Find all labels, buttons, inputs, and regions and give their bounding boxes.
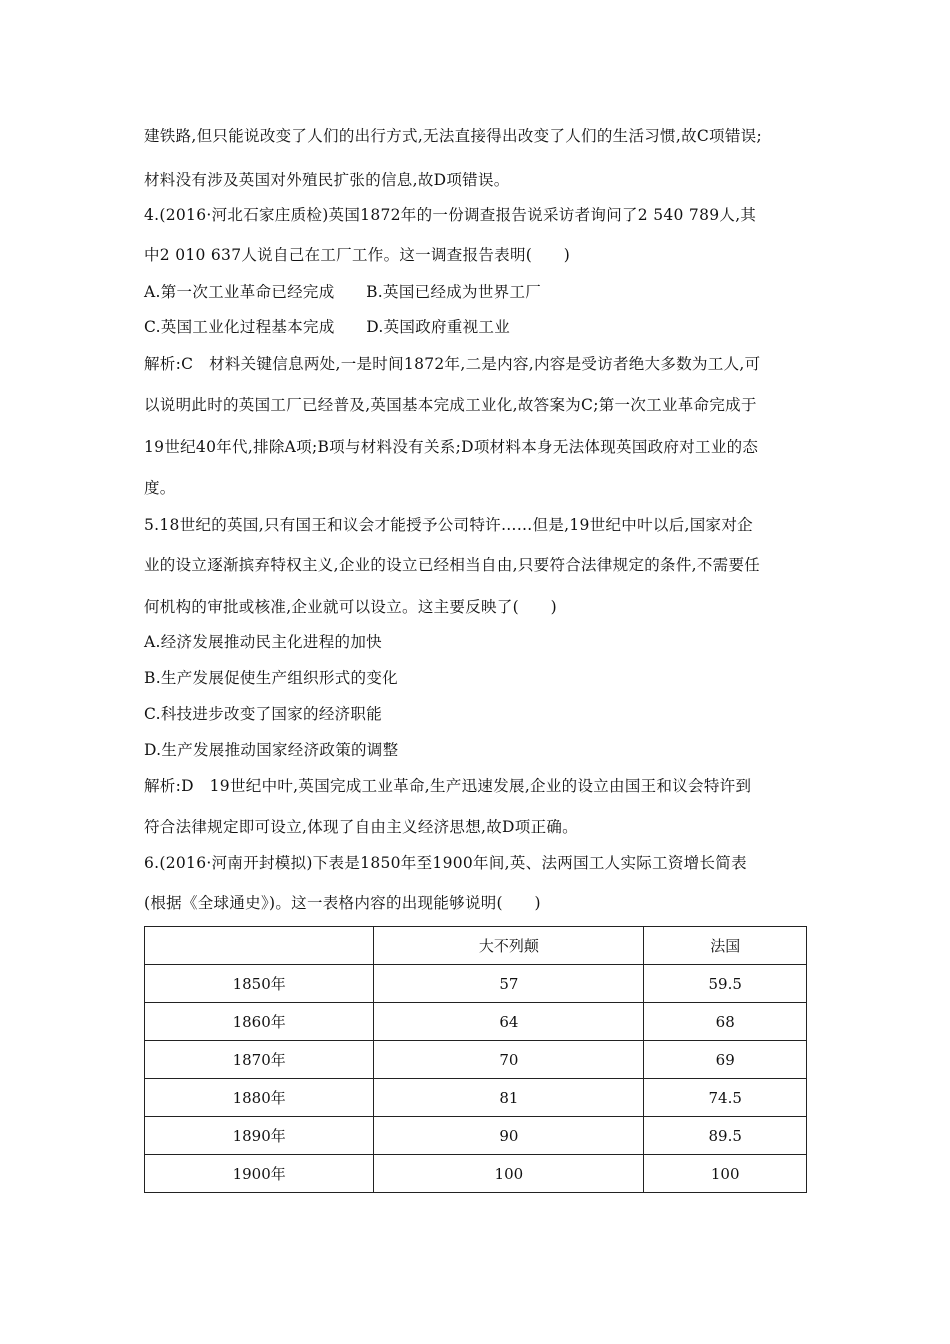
- wage-growth-table: [144, 926, 807, 1193]
- question-4-analysis: 度。: [144, 479, 176, 497]
- question-4-analysis: 19世纪40年代,排除A项;B项与材料没有关系;D项材料本身无法体现英国政府对工业的态: [144, 438, 759, 456]
- question-6-stem: (根据《全球通史》)。这一表格内容的出现能够说明( ): [144, 894, 541, 912]
- table-cell: 1860年: [145, 1003, 374, 1041]
- table-row: [145, 1155, 807, 1193]
- table-row: [145, 1117, 807, 1155]
- question-6-stem: 6.(2016·河南开封模拟)下表是1850年至1900年间,英、法两国工人实际工资增长简表: [144, 854, 747, 872]
- question-5-option-b: B.生产发展促使生产组织形式的变化: [144, 669, 398, 687]
- table-cell: 68: [644, 1003, 807, 1041]
- question-5-stem: 何机构的审批或核准,企业就可以设立。这主要反映了( ): [144, 598, 557, 616]
- table-row: [145, 965, 807, 1003]
- table-row: [145, 1003, 807, 1041]
- table-cell: 100: [374, 1155, 644, 1193]
- table-header-cell: [145, 927, 374, 965]
- question-5-stem: 5.18世纪的英国,只有国王和议会才能授予公司特许……但是,19世纪中叶以后,国家对企: [144, 516, 753, 534]
- question-5-analysis: 符合法律规定即可设立,体现了自由主义经济思想,故D项正确。: [144, 818, 578, 836]
- table-cell: 59.5: [644, 965, 807, 1003]
- table-cell: 57: [374, 965, 644, 1003]
- table-cell: 1870年: [145, 1041, 374, 1079]
- table-cell: 64: [374, 1003, 644, 1041]
- table-header-row: [145, 927, 807, 965]
- table-row: [145, 1079, 807, 1117]
- question-4-analysis: 以说明此时的英国工厂已经普及,英国基本完成工业化,故答案为C;第一次工业革命完成于: [144, 396, 757, 414]
- question-4-stem: 4.(2016·河北石家庄质检)英国1872年的一份调查报告说采访者询问了2 540 789人,其: [144, 206, 757, 224]
- table-header-cell: 法国: [644, 927, 807, 965]
- question-4-options-cd: C.英国工业化过程基本完成 D.英国政府重视工业: [144, 318, 511, 336]
- question-4-analysis: 解析:C 材料关键信息两处,一是时间1872年,二是内容,内容是受访者绝大多数为工人,可: [144, 355, 761, 373]
- table-row: [145, 1041, 807, 1079]
- table-cell: 90: [374, 1117, 644, 1155]
- table-cell: 1890年: [145, 1117, 374, 1155]
- text-line: 建铁路,但只能说改变了人们的出行方式,无法直接得出改变了人们的生活习惯,故C项错误;: [144, 127, 762, 145]
- table-cell: 69: [644, 1041, 807, 1079]
- question-5-option-d: D.生产发展推动国家经济政策的调整: [144, 741, 399, 759]
- text-line: 材料没有涉及英国对外殖民扩张的信息,故D项错误。: [144, 171, 510, 189]
- table-header-cell: 大不列颠: [374, 927, 644, 965]
- question-5-stem: 业的设立逐渐摈弃特权主义,企业的设立已经相当自由,只要符合法律规定的条件,不需要任: [144, 556, 761, 574]
- question-4-options-ab: A.第一次工业革命已经完成 B.英国已经成为世界工厂: [144, 283, 542, 301]
- table-cell: 100: [644, 1155, 807, 1193]
- table-cell: 74.5: [644, 1079, 807, 1117]
- question-5-analysis: 解析:D 19世纪中叶,英国完成工业革命,生产迅速发展,企业的设立由国王和议会特许到: [144, 777, 752, 795]
- question-5-option-c: C.科技进步改变了国家的经济职能: [144, 705, 383, 723]
- question-5-option-a: A.经济发展推动民主化进程的加快: [144, 633, 382, 651]
- table-cell: 89.5: [644, 1117, 807, 1155]
- question-4-stem: 中2 010 637人说自己在工厂工作。这一调查报告表明( ): [144, 246, 571, 264]
- table-cell: 81: [374, 1079, 644, 1117]
- table-cell: 1900年: [145, 1155, 374, 1193]
- table-cell: 1850年: [145, 965, 374, 1003]
- table-cell: 70: [374, 1041, 644, 1079]
- table-cell: 1880年: [145, 1079, 374, 1117]
